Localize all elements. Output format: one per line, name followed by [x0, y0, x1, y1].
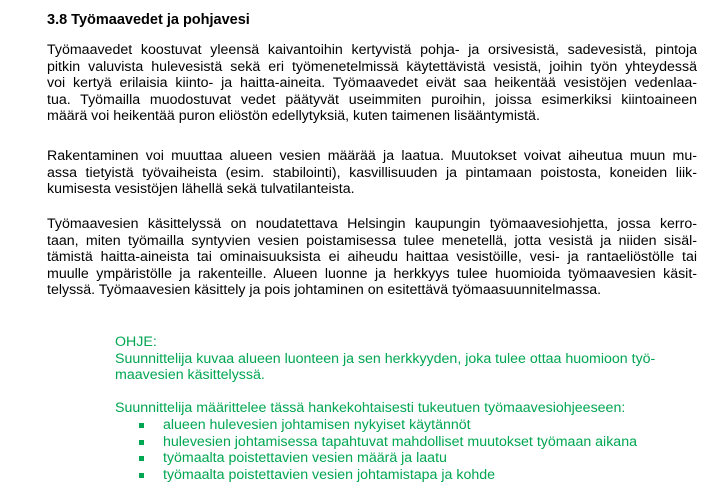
- guidance-block: [115, 334, 695, 483]
- paragraph-line: Rakentaminen voi muuttaa alueen vesien määrää ja laatua. Muutokset voivat aiheutua muun mu-: [47, 148, 697, 164]
- paragraph-line: määrä voi heikentää puron eliöstön edellytyksiä, kuten taimenen lisääntymistä.: [47, 108, 540, 125]
- paragraph-line: voi kertyä erilaisia kiinto- ja haitta-aineita. Työmaavedet eivät saa heikentää vesistöjen vedenlaa-: [47, 75, 697, 92]
- paragraph-line: tämistä haitta-aineista tai ominaisuuksista ei aiheudu haittaa vesistöille, vesi- ja rantaeliöstölle tai: [47, 249, 697, 266]
- paragraph-water-handling: [47, 216, 697, 299]
- paragraph-site-waters: [47, 42, 697, 125]
- guidance-list-item: [115, 450, 695, 467]
- paragraph-line: assa tietyistä työvaiheista (esim. stabilointi), kasvillisuuden ja pintamaan poistosta, koneiden liik-: [47, 164, 697, 181]
- guidance-item-text: hulevesien johtamisessa tapahtuvat mahdolliset muutokset työmaan aikana: [163, 433, 637, 450]
- guidance-intro-line: maavesien käsittelyssä.: [115, 367, 265, 384]
- guidance-list-item: [115, 467, 695, 484]
- spacer: [115, 384, 695, 401]
- paragraph-line: muulle ympäristölle ja rakenteille. Alueen luonne ja herkkyys tulee huomioida työmaavesien käsit-: [47, 265, 697, 282]
- guidance-list-item: [115, 417, 695, 434]
- paragraph-line: Työmaavesien käsittelyssä on noudatettava Helsingin kaupungin työmaavesiohjetta, jossa kerro-: [47, 216, 697, 232]
- paragraph-line: tua. Työmailla muodostuvat vedet päätyvät useimmiten puroihin, joissa esimerkiksi kiintoaineen: [47, 91, 697, 108]
- section-heading: 3.8 Työmaavedet ja pohjavesi: [47, 12, 250, 28]
- square-bullet-icon: [139, 456, 144, 461]
- square-bullet-icon: [139, 440, 144, 445]
- paragraph-line: Työmaavedet koostuvat yleensä kaivantoihin kertyvistä pohja- ja orsivesistä, sadevesistä, pintoja: [47, 42, 697, 58]
- square-bullet-icon: [139, 473, 144, 478]
- paragraph-line: pitkin valuvista hulevesistä sekä eri työmenetelmissä käytettävistä vesistä, joihin työn yhteydessä: [47, 58, 697, 75]
- square-bullet-icon: [139, 423, 144, 428]
- paragraph-line: telyssä. Työmaavesien käsittely ja pois johtaminen on esitettävä työmaasuunnitelmassa.: [47, 282, 602, 299]
- guidance-intro-line: Suunnittelija kuvaa alueen luonteen ja sen herkkyyden, joka tulee ottaa huomioon työ-: [115, 350, 656, 367]
- paragraph-line: kumisesta vesistöjen lähellä sekä tulvatilanteista.: [47, 181, 355, 198]
- paragraph-line: taan, miten työmailla syntyvien vesien poistamisessa tulee menetellä, jotta vesistä ja niiden sisäl-: [47, 232, 697, 249]
- guidance-label: OHJE:: [115, 334, 157, 350]
- guidance-item-text: työmaalta poistettavien vesien johtamistapa ja kohde: [163, 466, 496, 483]
- guidance-item-text: alueen hulevesien johtamisen nykyiset käytännöt: [163, 416, 471, 433]
- paragraph-construction-effects: [47, 148, 697, 198]
- guidance-item-text: työmaalta poistettavien vesien määrä ja laatu: [163, 450, 447, 467]
- guidance-bullet-list: [115, 417, 695, 483]
- guidance-list-item: [115, 434, 695, 451]
- guidance-list-intro: Suunnittelija määrittelee tässä hankekohtaisesti tukeutuen työmaavesiohjeeseen:: [115, 400, 626, 417]
